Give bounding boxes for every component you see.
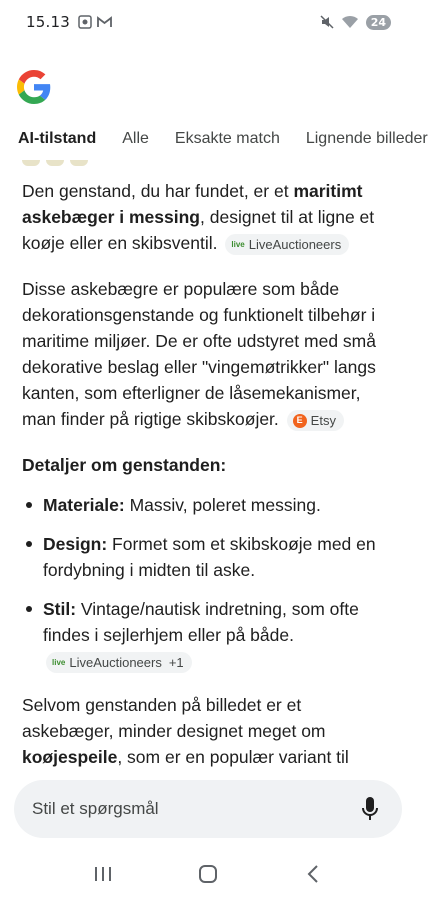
answer-paragraph-2: Disse askebægre er populære som både dekorationsgenstande og funktionelt tilbehør i maritime miljøer. De er ofte udstyret med små dekorative beslag eller "vingemøtrikker" langs kanten, som efterligner de låsemekanismer, man finder på rigtige skibskoøjer. E Etsy xyxy=(22,279,376,429)
answer-paragraph-3: Selvom genstanden på billedet er et askebæger, minder designet meget om koøjespeile, som er en populær variant til xyxy=(22,695,349,767)
status-right xyxy=(320,15,391,30)
tab-ai-mode[interactable]: AI-tilstand xyxy=(18,130,97,147)
source-chip-etsy[interactable]: E Etsy xyxy=(287,410,344,431)
answer-highlight: maritimt askebæger i messing xyxy=(22,181,363,227)
wifi-icon xyxy=(341,15,359,29)
status-left xyxy=(26,13,112,31)
detail-item-style: Stil: Vintage/nautisk indretning, som ofte findes i sejlerhjem eller på både. live LiveAuctioneers +1 xyxy=(22,596,394,674)
system-nav-bar xyxy=(0,848,415,900)
source-chip-liveauctioneers-more[interactable]: live LiveAuctioneers +1 xyxy=(46,652,192,673)
details-list xyxy=(22,492,394,674)
mute-icon xyxy=(320,15,334,29)
detail-item-design: Design: Formet som et skibskoøje med en fordybning i midten til aske. xyxy=(22,531,394,583)
ask-question-bar[interactable] xyxy=(14,780,402,838)
answer-paragraph-1: Den genstand, du har fundet, er et maritimt askebæger i messing, designet til at ligne et koøje eller en skibsventil. live LiveAuctioneers xyxy=(22,181,375,253)
gmail-icon xyxy=(97,16,112,28)
back-button[interactable] xyxy=(293,854,333,894)
home-button[interactable] xyxy=(188,854,228,894)
liveauctioneers-icon: live xyxy=(52,658,66,667)
microphone-icon[interactable] xyxy=(360,796,380,822)
recent-apps-button[interactable] xyxy=(83,854,123,894)
scrolled-thumbnails-edge xyxy=(22,160,88,166)
tab-all[interactable]: Alle xyxy=(122,130,149,147)
ask-input-placeholder[interactable]: Stil et spørgsmål xyxy=(32,799,159,818)
etsy-icon: E xyxy=(293,414,307,428)
details-heading: Detaljer om genstanden: xyxy=(22,455,227,475)
google-logo-icon[interactable] xyxy=(17,70,51,104)
ai-answer xyxy=(22,178,394,766)
detail-item-material: Materiale: Massiv, poleret messing. xyxy=(22,492,394,518)
battery-badge: 24 xyxy=(366,15,391,30)
status-time: 15.13 xyxy=(26,13,70,31)
back-icon xyxy=(306,864,320,884)
tab-exact-match[interactable]: Eksakte match xyxy=(174,130,280,147)
status-notification-icons xyxy=(78,15,112,29)
tab-similar-images[interactable]: Lignende billeder xyxy=(305,130,428,147)
recent-apps-icon xyxy=(94,866,112,882)
search-tabs xyxy=(0,120,428,158)
source-chip-liveauctioneers[interactable]: live LiveAuctioneers xyxy=(225,234,349,255)
liveauctioneers-icon: live xyxy=(231,240,245,249)
status-bar xyxy=(0,0,415,44)
screenshot-icon xyxy=(78,15,92,29)
home-icon xyxy=(198,864,218,884)
